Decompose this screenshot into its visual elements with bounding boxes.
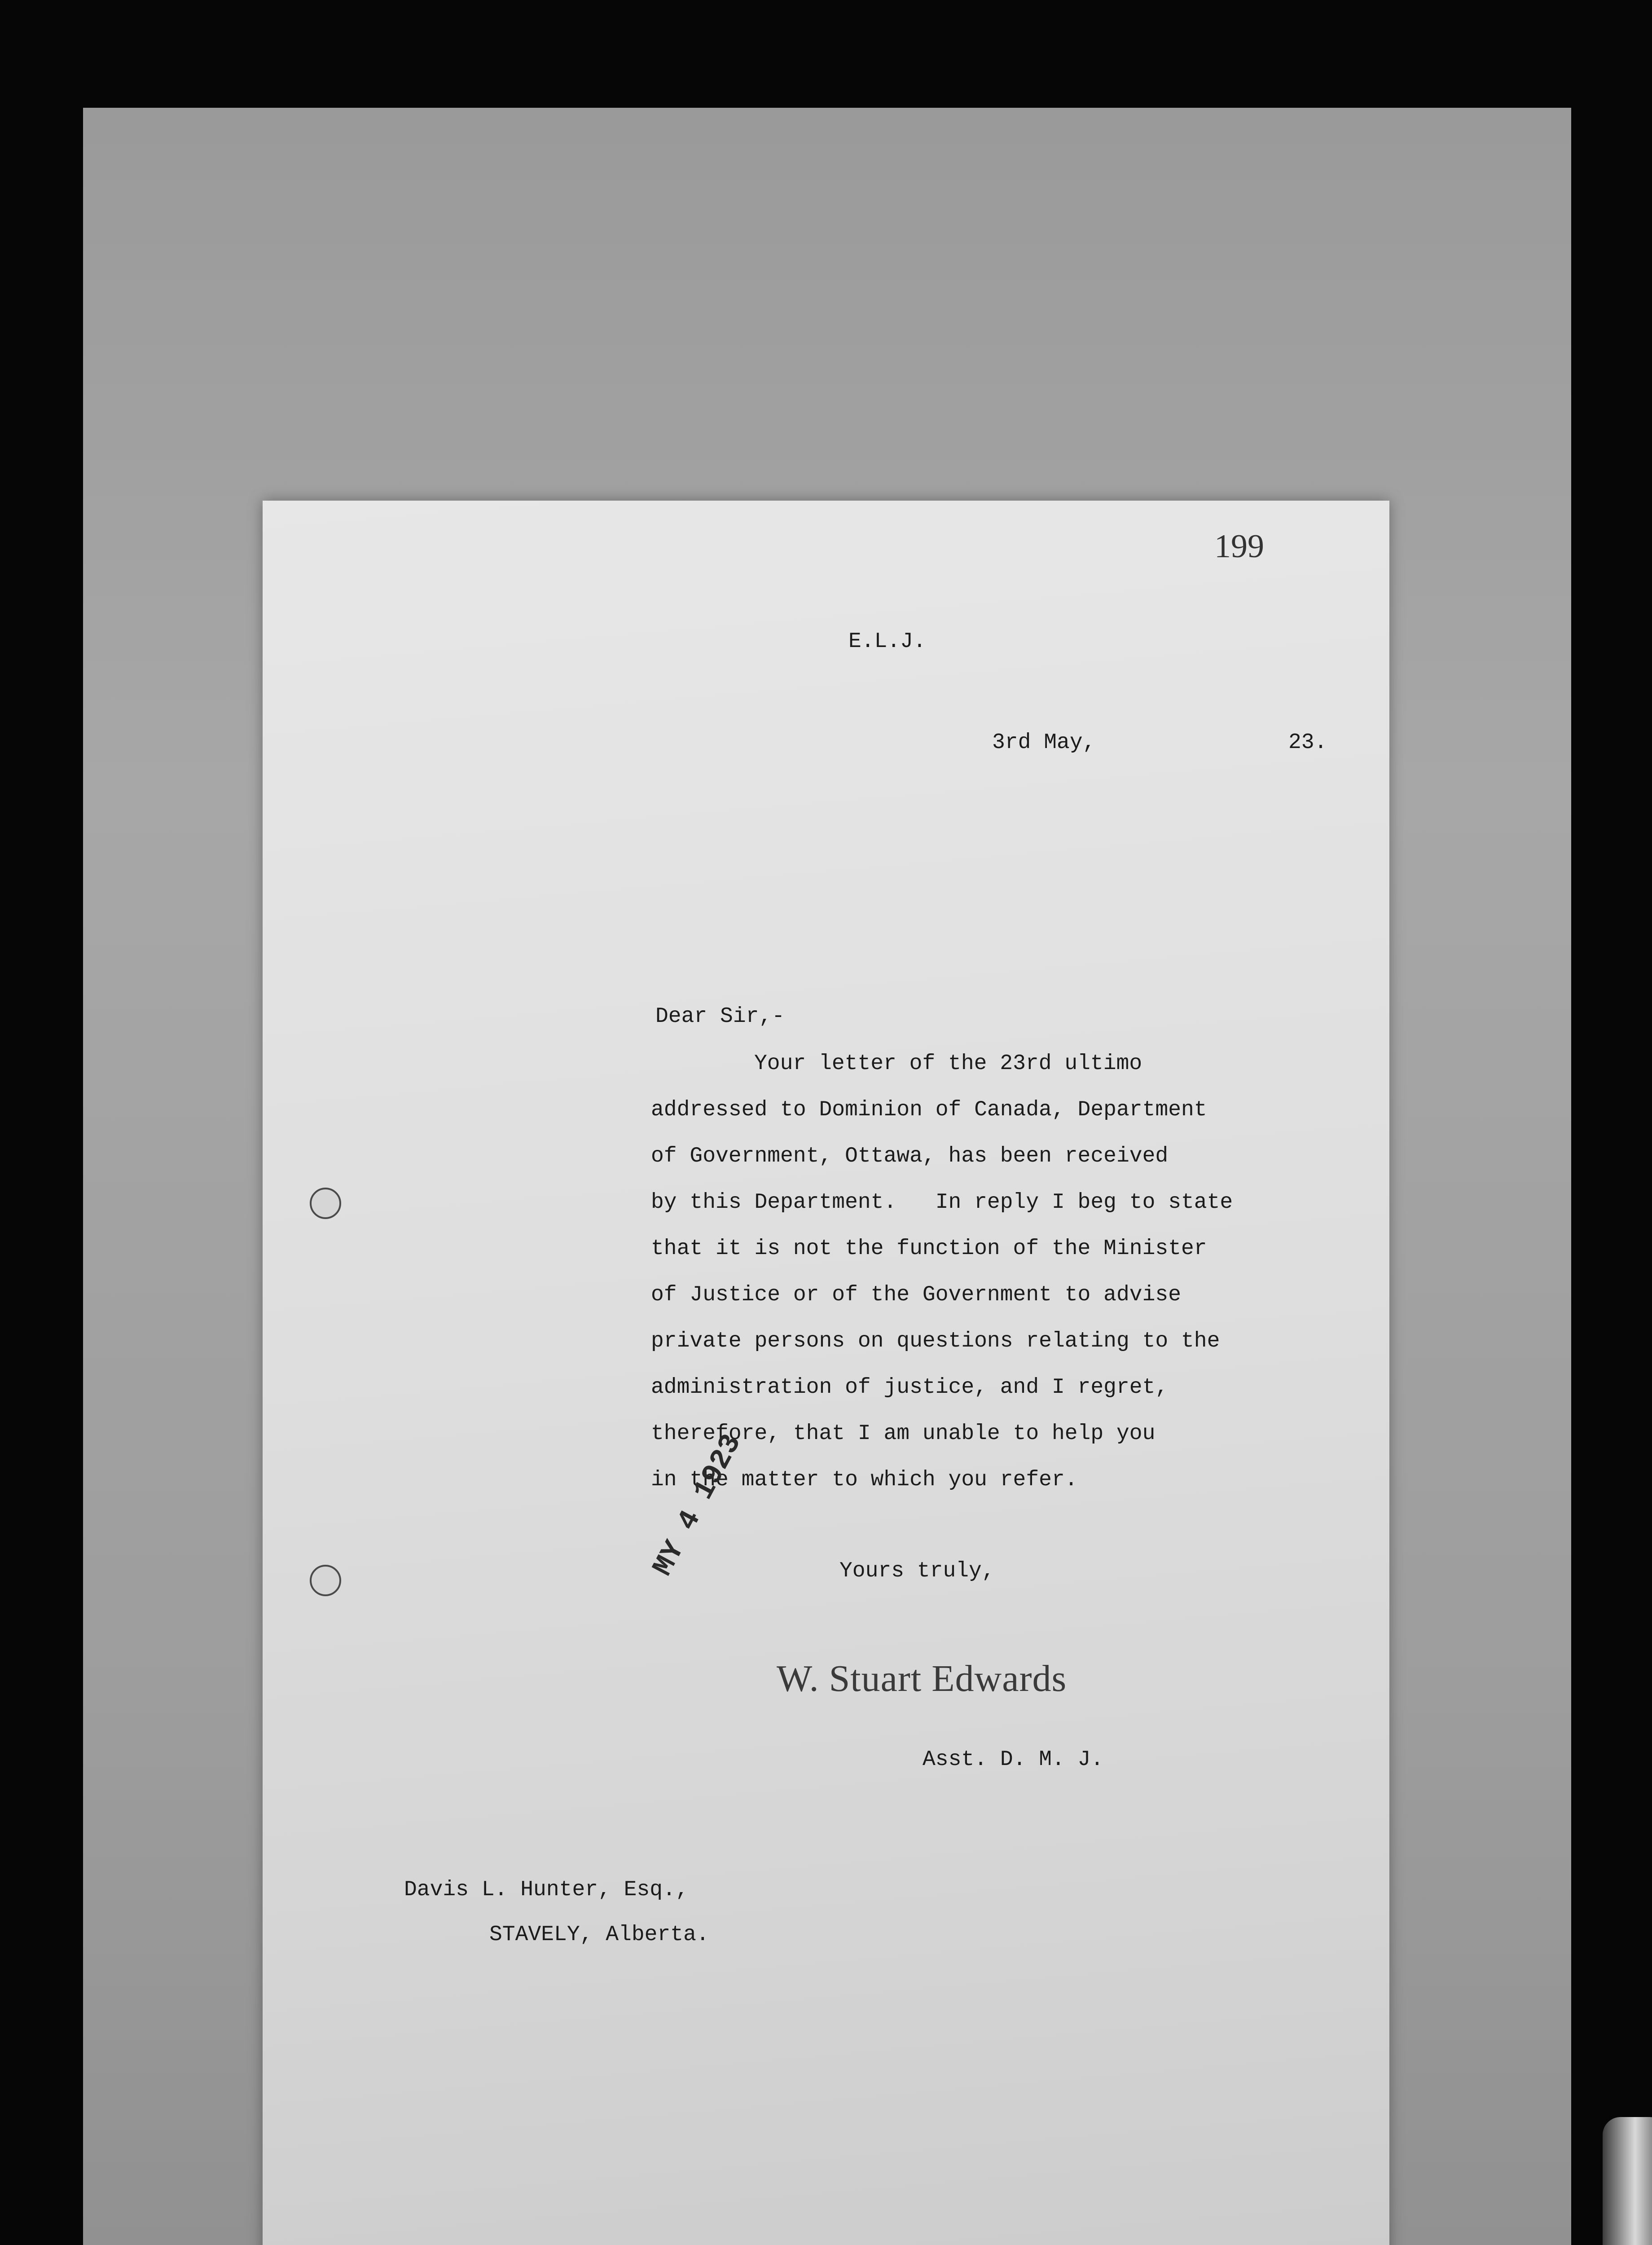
body-line: of Justice or of the Government to advise	[651, 1283, 1181, 1307]
letter-date: 3rd May,	[992, 731, 1096, 755]
addressee-name: Davis L. Hunter, Esq.,	[404, 1878, 689, 1902]
punch-hole	[310, 1188, 341, 1219]
body-line: of Government, Ottawa, has been received	[651, 1144, 1169, 1168]
letter-page	[263, 501, 1389, 2245]
body-line: addressed to Dominion of Canada, Department	[651, 1098, 1207, 1122]
folio-number: 199	[1214, 528, 1264, 565]
date-received-stamp: MY 4 1923	[647, 1429, 749, 1581]
body-line: therefore, that I am unable to help you	[651, 1422, 1156, 1446]
addressee-place: STAVELY, Alberta.	[489, 1923, 709, 1947]
closing: Yours truly,	[839, 1559, 995, 1583]
body-line: Your letter of the 23rd ultimo	[754, 1052, 1142, 1076]
body-line: administration of justice, and I regret,	[651, 1375, 1169, 1400]
signature-stamp: W. Stuart Edwards	[777, 1658, 1067, 1699]
punch-hole	[310, 1565, 341, 1596]
body-line: by this Department. In reply I beg to state	[651, 1190, 1233, 1215]
signature-title: Asst. D. M. J.	[923, 1748, 1104, 1772]
reference-initials: E.L.J.	[848, 629, 926, 654]
page-fold	[1603, 2117, 1652, 2245]
body-line: private persons on questions relating to the	[651, 1329, 1220, 1353]
body-line: in the matter to which you refer.	[651, 1468, 1078, 1492]
salutation: Dear Sir,-	[655, 1004, 785, 1029]
letter-year: 23.	[1288, 731, 1327, 755]
body-line: that it is not the function of the Minister	[651, 1237, 1207, 1261]
